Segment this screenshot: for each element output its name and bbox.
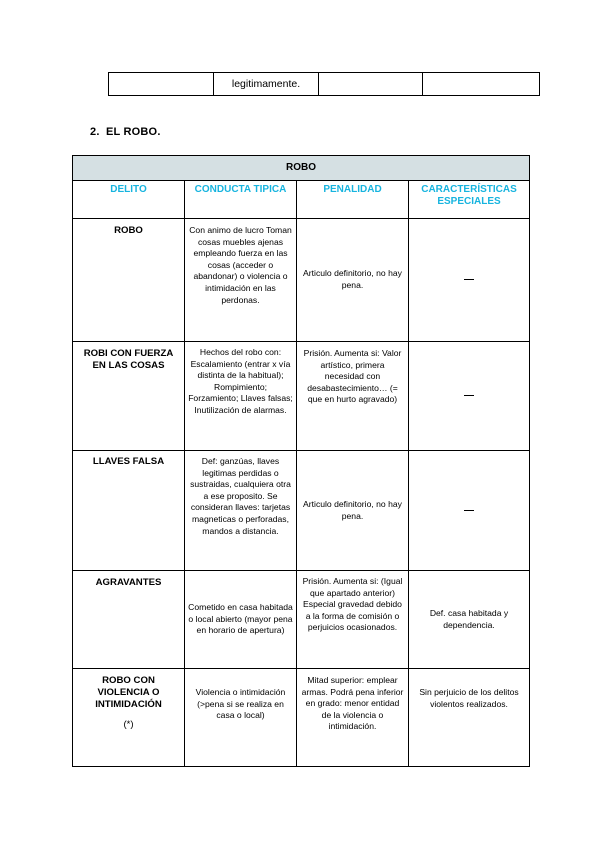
penalidad-cell: Articulo definitorio, no hay pena. bbox=[297, 451, 409, 571]
section-heading bbox=[90, 126, 161, 138]
header-caracteristicas: CARACTERÍSTICAS ESPECIALES bbox=[409, 181, 530, 219]
dash-mark bbox=[464, 395, 474, 396]
table-row bbox=[73, 219, 530, 342]
table-cell bbox=[423, 73, 540, 96]
penalidad-cell: Articulo definitorio, no hay pena. bbox=[297, 219, 409, 342]
table-cell: legitimamente. bbox=[214, 73, 319, 96]
delito-cell: LLAVES FALSA bbox=[73, 451, 185, 571]
dash-mark bbox=[464, 279, 474, 280]
table-title-row bbox=[73, 156, 530, 181]
delito-cell: AGRAVANTES bbox=[73, 571, 185, 669]
header-conducta-tipica: CONDUCTA TIPICA bbox=[185, 181, 297, 219]
caracteristicas-cell bbox=[409, 219, 530, 342]
conducta-cell: Cometido en casa habitada o local abierto (mayor pena en horario de apertura) bbox=[185, 571, 297, 669]
table-row bbox=[109, 73, 540, 96]
table-row bbox=[73, 669, 530, 767]
section-number: 2. bbox=[90, 126, 100, 138]
header-delito: DELITO bbox=[73, 181, 185, 219]
delito-cell bbox=[73, 669, 185, 767]
table-row bbox=[73, 342, 530, 451]
conducta-cell: Hechos del robo con: Escalamiento (entrar x vía distinta de la habitual); Rompimiento; Forzamiento; Llaves falsas; Inutilización de alarmas. bbox=[185, 342, 297, 451]
penalidad-cell: Prisión. Aumenta si: Valor artístico, primera necesidad con desabastecimiento… (= que en hurto agravado) bbox=[297, 342, 409, 451]
section-title: EL ROBO. bbox=[106, 126, 161, 138]
penalidad-cell: Mitad superior: emplear armas. Podrá pena inferior en grado: menor entidad de la violencia o intimidación. bbox=[297, 669, 409, 767]
conducta-cell: Violencia o intimidación (>pena si se realiza en casa o local) bbox=[185, 669, 297, 767]
conducta-cell: Def: ganzúas, llaves legitimas perdidas o sustraidas, cualquiera otra a ese proposito. Se consideran llaves: tarjetas magneticas o perforadas, mandos a distancia. bbox=[185, 451, 297, 571]
delito-label: ROBO CON VIOLENCIA O INTIMIDACIÓN bbox=[95, 675, 162, 710]
previous-table-fragment bbox=[108, 72, 540, 96]
table-row bbox=[73, 571, 530, 669]
caracteristicas-cell bbox=[409, 342, 530, 451]
robo-table bbox=[72, 155, 530, 767]
header-penalidad: PENALIDAD bbox=[297, 181, 409, 219]
table-row bbox=[73, 451, 530, 571]
conducta-cell: Con animo de lucro Toman cosas muebles ajenas empleando fuerza en las cosas (acceder o abandonar) o violencia o intimidación en las perdonas. bbox=[185, 219, 297, 342]
delito-cell: ROBI CON FUERZA EN LAS COSAS bbox=[73, 342, 185, 451]
dash-mark bbox=[464, 510, 474, 511]
delito-cell: ROBO bbox=[73, 219, 185, 342]
penalidad-cell: Prisión. Aumenta si: (Igual que apartado anterior) Especial gravedad debido a la forma de comisión o perjuicios ocasionados. bbox=[297, 571, 409, 669]
table-header-row bbox=[73, 181, 530, 219]
table-cell bbox=[319, 73, 423, 96]
caracteristicas-cell: Def. casa habitada y dependencia. bbox=[409, 571, 530, 669]
footnote-mark: (*) bbox=[123, 719, 134, 730]
table-title: ROBO bbox=[73, 156, 530, 181]
caracteristicas-cell: Sin perjuicio de los delitos violentos realizados. bbox=[409, 669, 530, 767]
caracteristicas-cell bbox=[409, 451, 530, 571]
table-cell bbox=[109, 73, 214, 96]
